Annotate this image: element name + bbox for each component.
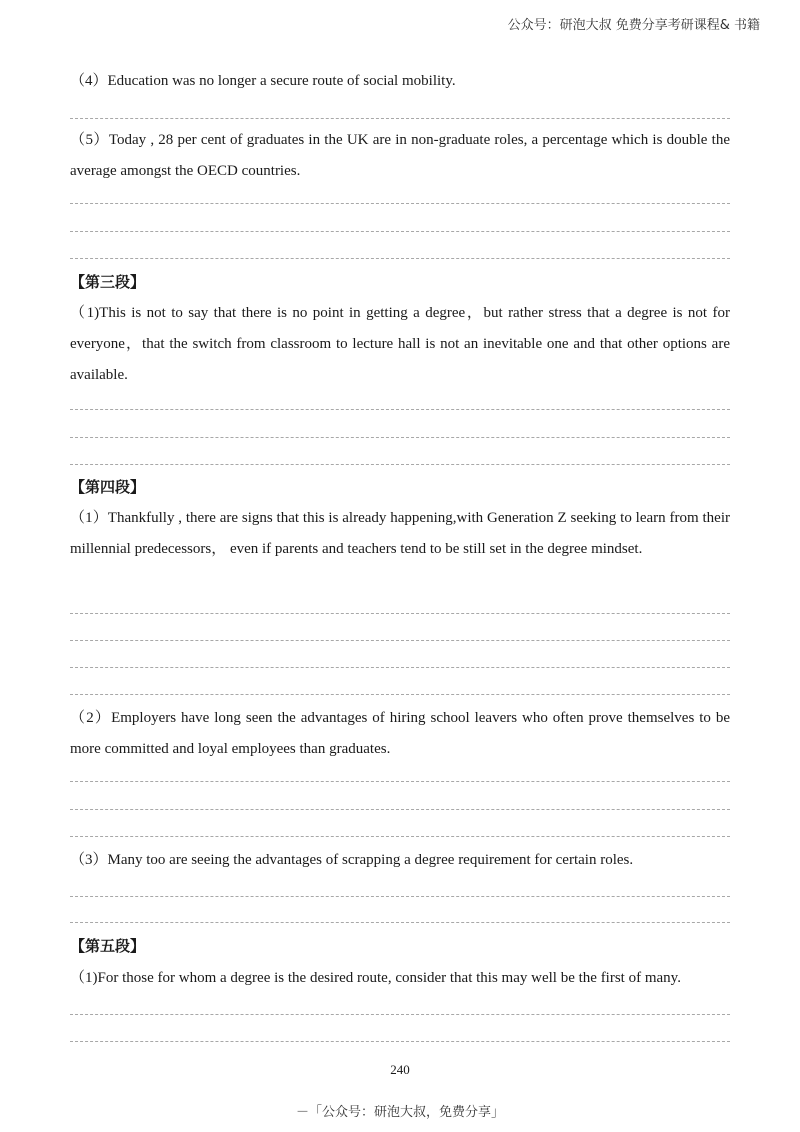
answer-line [70,1041,730,1042]
answer-line [70,1014,730,1015]
section-heading-5: 【第五段】 [70,937,146,955]
answer-line [70,781,730,782]
answer-line [70,258,730,259]
answer-line [70,437,730,438]
answer-line [70,640,730,641]
sentence-5-2: （5）Today , 28 per cent of graduates in the UK are in non-graduate roles, a percentage which is double the average amongst the OECD countries. [70,132,730,179]
sentence-1-4: （1）Thankfully , there are signs that this is already happening,with Generation Z seeking to learn from their millennial predecessors， even if parents and teachers tend to be still set in the degree mindset. [70,510,730,557]
sentence-1-5: （1)For those for whom a degree is the desired route, consider that this may well be the first of many. [70,970,681,986]
section-heading-4: 【第四段】 [70,478,146,496]
answer-line [70,464,730,465]
answer-line [70,809,730,810]
sentence-3-4: （3）Many too are seeing the advantages of scrapping a degree requirement for certain roles. [70,852,634,868]
sentence-1-3: （1)This is not to say that there is no point in getting a degree，but rather stress that a degree is not for everyone，that the switch from classroom to lecture hall is not an inevitable one and that other options are available. [70,305,730,383]
footer-watermark-note: －「公众号：研泡大叔，免费分享」 [295,1105,504,1120]
answer-line [70,694,730,695]
section-heading-3: 【第三段】 [70,273,146,291]
answer-line [70,231,730,232]
header-watermark-note: 公众号：研泡大叔 免费分享考研课程& 书籍 [507,18,760,33]
answer-line [70,836,730,837]
answer-line [70,409,730,410]
sentence-2-4: （2）Employers have long seen the advantages of hiring school leavers who often prove themselves to be more committed and loyal employees than graduates. [70,710,730,757]
answer-line [70,203,730,204]
sentence-4-2: （4）Education was no longer a secure route of social mobility. [70,73,456,89]
answer-line [70,667,730,668]
answer-line [70,613,730,614]
answer-line [70,896,730,897]
answer-line [70,922,730,923]
page-number: 240 [390,1062,410,1077]
answer-line [70,118,730,119]
